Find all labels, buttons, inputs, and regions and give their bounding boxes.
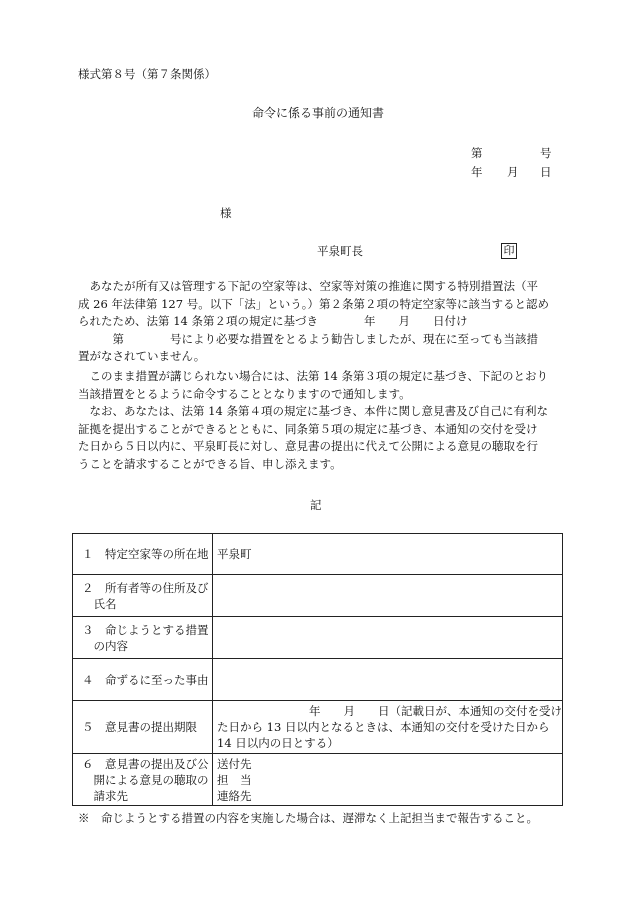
date-year: 年 — [471, 165, 483, 179]
body-paragraph-3 — [78, 403, 552, 473]
body-line: 成 26 年法律第 127 号。以下「法」という。）第２条第２項の特定空家等に該当すると認め — [78, 296, 549, 311]
item-label: ２ 所有者等の住所及び 氏名 — [73, 575, 213, 617]
body-paragraph-1 — [78, 278, 552, 366]
item-value: 平泉町 — [213, 534, 563, 575]
number-suffix: 号 — [540, 146, 552, 160]
body-line: なお、あなたは、法第 14 条第４項の規定に基づき、本件に関し意見書及び自己に有利な — [78, 404, 548, 418]
item-value — [213, 617, 563, 659]
item-label: ３ 命じようとする措置 の内容 — [73, 617, 213, 659]
body-line: うことを請求することができる旨、申し添えます。 — [78, 456, 342, 471]
item-label: ５ 意見書の提出期限 — [73, 701, 213, 754]
date-day: 日 — [540, 165, 552, 179]
table-row — [73, 701, 563, 754]
addressee-suffix: 様 — [220, 206, 232, 220]
date-month: 月 — [507, 165, 519, 179]
number-prefix: 第 — [471, 146, 483, 160]
sender-name: 平泉町長 — [317, 244, 363, 258]
table-row — [73, 534, 563, 575]
body-line: た日から５日以内に、平泉町長に対し、意見書の提出に代えて公開による意見の聴取を行 — [78, 439, 538, 453]
ki-heading: 記 — [310, 498, 322, 512]
table-row — [73, 575, 563, 617]
items-table — [72, 533, 563, 806]
table-row — [73, 659, 563, 701]
item-value: 年 月 日（記載日が、本通知の交付を受け た日から 13 日以内となるときは、本通知の交付を受けた日から 14 日以内の日とする） — [213, 701, 563, 754]
body-line: あなたが所有又は管理する下記の空家等は、空家等対策の推進に関する特別措置法（平 — [78, 279, 538, 293]
body-line: 置がなされていません。 — [78, 349, 206, 363]
body-paragraph-2 — [78, 368, 552, 403]
footnote: ※ 命じようとする措置の内容を実施した場合は、遅滞なく上記担当まで報告すること。 — [78, 811, 538, 825]
item-label: １ 特定空家等の所在地 — [73, 534, 213, 575]
body-line: このまま措置が講じられない場合には、法第 14 条第３項の規定に基づき、下記のとおり — [78, 369, 548, 383]
body-line: られたため、法第 14 条第２項の規定に基づき 年 月 日付け — [78, 314, 468, 328]
body-line: 第 号により必要な措置をとるよう勧告しましたが、現在に至っても当該措 — [78, 331, 538, 346]
body-line: 当該措置をとるように命令することとなりますので通知します。 — [78, 386, 411, 401]
body-line: 証拠を提出することができるとともに、同条第５項の規定に基づき、本通知の交付を受け — [78, 421, 538, 436]
seal-mark: 印 — [501, 243, 517, 259]
document-title: 命令に係る事前の通知書 — [252, 106, 385, 120]
item-value: 送付先 担 当 連絡先 — [213, 754, 563, 806]
table-row — [73, 754, 563, 806]
item-label: ６ 意見書の提出及び公 開による意見の聴取の 請求先 — [73, 754, 213, 806]
form-number: 様式第８号（第７条関係） — [78, 67, 216, 81]
item-value — [213, 659, 563, 701]
item-value — [213, 575, 563, 617]
table-row — [73, 617, 563, 659]
item-label: ４ 命ずるに至った事由 — [73, 659, 213, 701]
